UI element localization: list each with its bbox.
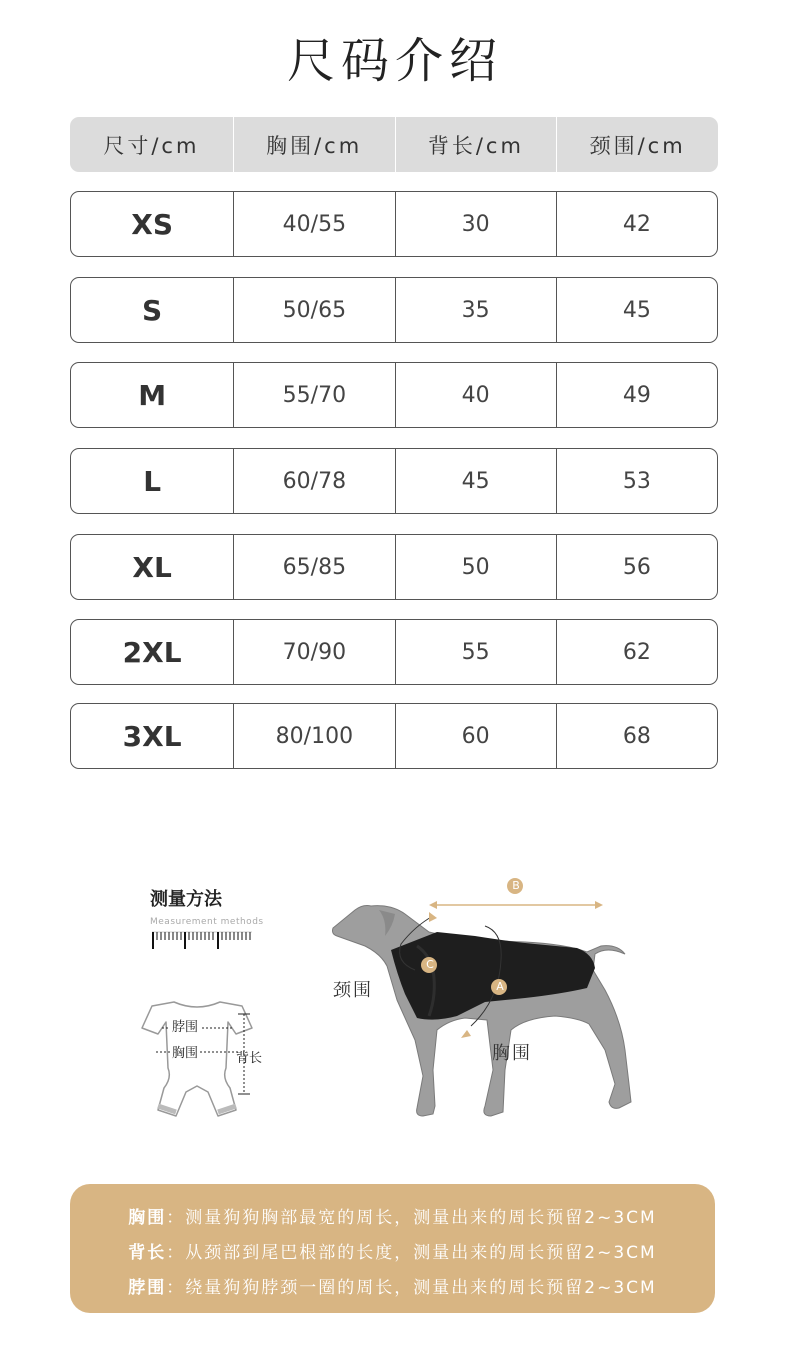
ruler-icon xyxy=(152,928,254,950)
size-cell: XS xyxy=(71,192,234,256)
garment-chest-label: 胸围 xyxy=(170,1042,200,1061)
neck-cell: 53 xyxy=(622,468,651,494)
note-text: ：绕量狗狗脖颈一圈的周长，测量出来的周长预留2~3CM xyxy=(166,1278,657,1298)
marker-c: C xyxy=(426,958,434,971)
header-neck: 颈围/cm xyxy=(589,133,686,158)
neck-cell: 45 xyxy=(622,297,651,323)
note-neck xyxy=(70,1273,715,1298)
size-cell: 2XL xyxy=(71,620,234,684)
marker-a: A xyxy=(496,980,504,993)
header-chest: 胸围/cm xyxy=(234,117,396,172)
table-row xyxy=(70,362,718,428)
neck-cell: 56 xyxy=(622,554,651,580)
size-cell: S xyxy=(71,278,234,342)
note-key: 背长 xyxy=(128,1243,167,1263)
dog-illustration xyxy=(325,870,655,1130)
chest-cell: 60/78 xyxy=(234,449,395,513)
header-back-length: 背长/cm xyxy=(396,117,558,172)
table-row xyxy=(70,703,718,769)
table-row xyxy=(70,534,718,600)
dog-chest-label: 胸围 xyxy=(492,1043,532,1064)
table-row xyxy=(70,448,718,514)
chest-cell: 70/90 xyxy=(234,620,395,684)
back-cell: 60 xyxy=(396,704,557,768)
table-row xyxy=(70,191,718,257)
chest-cell: 40/55 xyxy=(234,192,395,256)
size-cell: L xyxy=(71,449,234,513)
neck-cell: 62 xyxy=(622,639,651,665)
back-cell: 40 xyxy=(396,363,557,427)
note-text: ：测量狗狗胸部最宽的周长，测量出来的周长预留2~3CM xyxy=(166,1208,657,1228)
method-title: 测量方法 xyxy=(150,889,222,910)
garment-back-label: 背长 xyxy=(236,1051,263,1066)
table-row xyxy=(70,619,718,685)
neck-cell: 42 xyxy=(622,211,651,237)
back-cell: 55 xyxy=(396,620,557,684)
marker-b: B xyxy=(512,879,520,892)
note-chest xyxy=(70,1203,715,1228)
measurement-method-heading xyxy=(150,885,264,927)
note-text: ：从颈部到尾巴根部的长度，测量出来的周长预留2~3CM xyxy=(166,1243,657,1263)
back-cell: 35 xyxy=(396,278,557,342)
size-cell: XL xyxy=(71,535,234,599)
chest-cell: 65/85 xyxy=(234,535,395,599)
note-back xyxy=(70,1238,715,1263)
chest-cell: 55/70 xyxy=(234,363,395,427)
garment-neck-label: 脖围 xyxy=(170,1016,200,1035)
neck-cell: 49 xyxy=(622,382,651,408)
table-row xyxy=(70,277,718,343)
header-size: 尺寸/cm xyxy=(70,117,234,172)
dog-neck-label: 颈围 xyxy=(333,980,373,1001)
size-cell: M xyxy=(71,363,234,427)
note-key: 胸围 xyxy=(128,1208,167,1228)
method-subtitle: Measurement methods xyxy=(150,917,264,927)
size-cell: 3XL xyxy=(71,704,234,768)
size-table-header xyxy=(70,117,718,172)
chest-cell: 50/65 xyxy=(234,278,395,342)
neck-cell: 68 xyxy=(622,723,651,749)
page-title: 尺码介绍 xyxy=(286,33,503,89)
back-cell: 30 xyxy=(396,192,557,256)
measurement-notes xyxy=(70,1184,715,1313)
chest-cell: 80/100 xyxy=(234,704,395,768)
back-cell: 45 xyxy=(396,449,557,513)
back-cell: 50 xyxy=(396,535,557,599)
note-key: 脖围 xyxy=(128,1278,167,1298)
